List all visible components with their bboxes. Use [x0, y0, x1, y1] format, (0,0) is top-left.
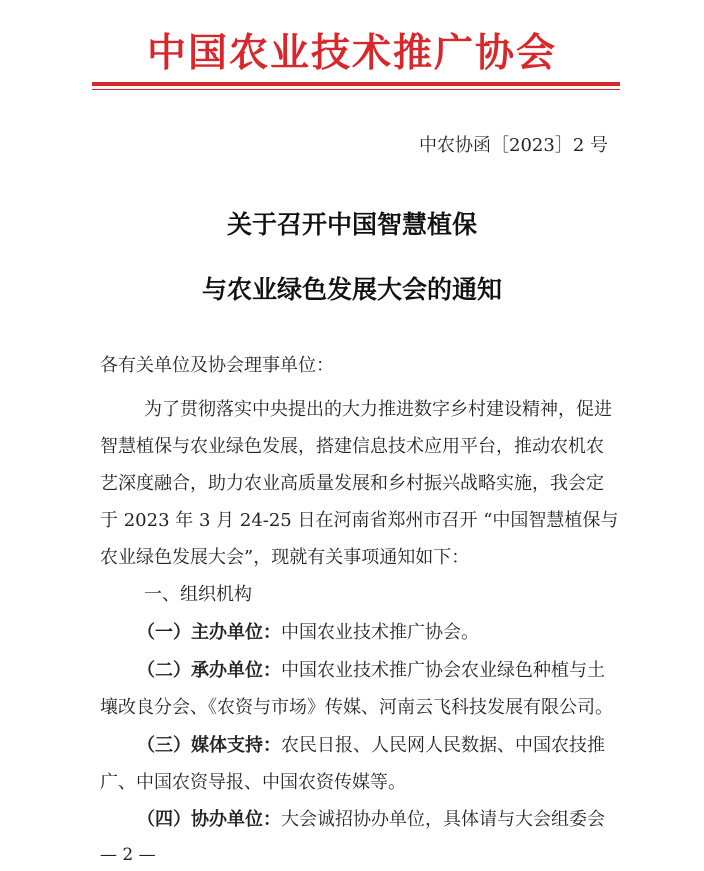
item-continuation: 广、中国农资导报、中国农资传媒等。: [100, 772, 406, 793]
item-text: 大会诚招协办单位，具体请与大会组委会: [281, 809, 605, 830]
section-heading: 一、组织机构: [144, 584, 252, 605]
document-title-line-1: 关于召开中国智慧植保: [226, 210, 477, 239]
document-number: 中农协函［2023］2 号: [419, 135, 608, 156]
header-rule-thin: [92, 89, 620, 90]
list-item: [137, 618, 479, 644]
item-label: （一）主办单位：: [137, 622, 281, 643]
item-label: （四）协办单位：: [137, 809, 281, 830]
intro-line: 农业绿色发展大会”，现就有关事项通知如下：: [100, 547, 470, 568]
salutation: 各有关单位及协会理事单位：: [100, 355, 334, 376]
item-text: 农民日报、人民网人民数据、中国农技推: [281, 735, 605, 756]
intro-line: 智慧植保与农业绿色发展，搭建信息技术应用平台，推动农机农: [100, 436, 604, 457]
intro-line: 艺深度融合，助力农业高质量发展和乡村振兴战略实施，我会定: [100, 473, 604, 494]
list-item: [137, 731, 605, 757]
item-label: （二）承办单位：: [137, 660, 281, 681]
intro-line: 为了贯彻落实中央提出的大力推进数字乡村建设精神，促进: [144, 399, 612, 420]
intro-line: 于 2023 年 3 月 24-25 日在河南省郑州市召开 “中国智慧植保与: [100, 510, 619, 531]
document-title-line-2: 与农业绿色发展大会的通知: [201, 275, 502, 304]
item-text: 中国农业技术推广协会农业绿色种植与土: [281, 660, 605, 681]
org-header-title: 中国农业技术推广协会: [146, 30, 557, 76]
page-number: — 2 —: [100, 845, 156, 865]
item-text: 中国农业技术推广协会。: [281, 622, 479, 643]
item-continuation: 壤改良分会、《农资与市场》传媒、河南云飞科技发展有限公司。: [100, 697, 613, 718]
list-item: [137, 656, 605, 682]
header-rule-thick: [92, 82, 620, 86]
list-item: [137, 805, 605, 831]
item-label: （三）媒体支持：: [137, 735, 281, 756]
